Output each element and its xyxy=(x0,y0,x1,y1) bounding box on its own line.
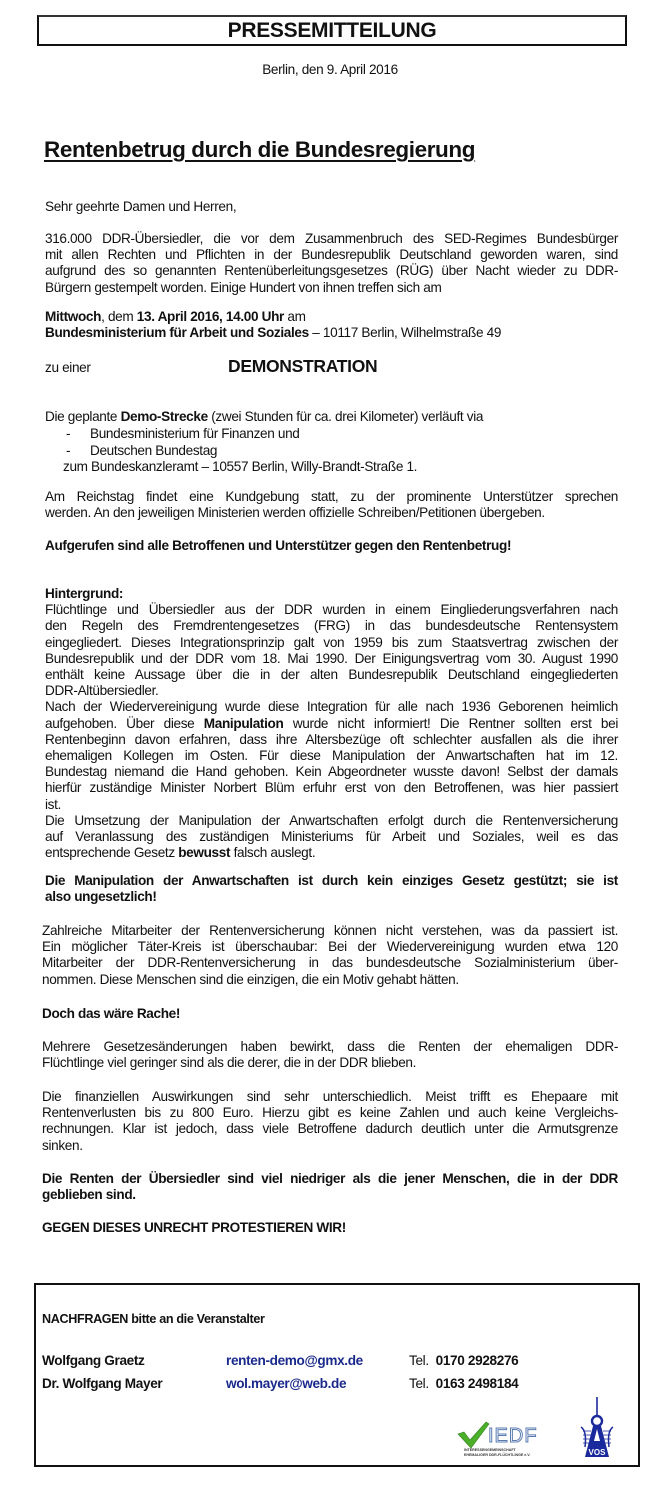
rally-paragraph xyxy=(45,489,618,521)
staff-line: Ein möglicher Täter-Kreis ist überschaubar: Bei der Wiedervereinigung wurden etwa 120 xyxy=(42,939,618,955)
financial-line: Rentenverlusten bis zu 800 Euro. Hierzu gibt es keine Zahlen und auch keine Vergleichs- xyxy=(42,1105,618,1121)
tel-label: Tel. xyxy=(409,1353,429,1368)
event-details xyxy=(45,309,618,341)
date-line: Berlin, den 9. April 2016 xyxy=(262,62,398,77)
headline: Rentenbetrug durch die Bundesregierung xyxy=(44,137,476,162)
iedf-subtitle-2: EHEMALIGER DDR-FLÜCHTLINGE e.V. xyxy=(464,1453,531,1457)
background-line: eingegliedert. Dieses Integrationsprinzip galt von 1959 bis zum Staatsvertrag zwischen der xyxy=(45,634,618,650)
route-item-text: Bundesministerium für Finanzen und xyxy=(90,426,300,441)
event-day: Mittwoch xyxy=(45,309,102,324)
event-venue: Bundesministerium für Arbeit und Soziales xyxy=(45,325,309,341)
route-intro-pre: Die geplante xyxy=(45,409,121,424)
event-date-line xyxy=(45,309,618,325)
event-datetime: 13. April 2016, 14.00 Uhr xyxy=(136,309,284,324)
financial-line: Die finanziellen Auswirkungen sind sehr unterschiedlich. Meist trifft es Ehepaare mit xyxy=(42,1089,618,1104)
contact-email-link[interactable]: renten-demo@gmx.de xyxy=(226,1353,363,1368)
route-intro-bold: Demo-Strecke xyxy=(120,409,208,424)
statement-illegal xyxy=(45,873,618,905)
conclusion-line: geblieben sind. xyxy=(42,1187,136,1203)
manipulation-bold: Manipulation xyxy=(203,715,284,731)
bewusst-bold: bewusst xyxy=(178,845,231,861)
background-line: enthält keine Aussage über die in der alten Bundesrepublik Deutschland eingegliederten xyxy=(45,667,618,683)
contact-name: Wolfgang Graetz xyxy=(42,1353,145,1368)
iedf-logo-text: IEDF xyxy=(488,1425,538,1447)
bullet-dash: - xyxy=(66,443,71,458)
contact-phone xyxy=(409,1353,518,1369)
tel-label: Tel. xyxy=(409,1376,429,1391)
iedf-subtitle-1: INTERESSENGEMEINSCHAFT xyxy=(464,1448,516,1452)
event-venue-line xyxy=(45,325,618,341)
financial-line: sinken. xyxy=(42,1137,83,1153)
demo-label: zu einer xyxy=(45,360,91,375)
bullet-dash: - xyxy=(66,426,71,441)
financial-paragraph xyxy=(42,1089,618,1154)
intro-paragraph xyxy=(45,231,618,296)
text-span: aufgehoben. Über diese xyxy=(45,715,204,731)
rally-line: werden. An den jeweiligen Ministerien werden offizielle Schreiben/Petitionen übergeben. xyxy=(45,505,545,521)
staff-line: nommen. Diese Menschen sind die einzigen, die ein Motiv gehabt hätten. xyxy=(42,971,459,987)
staff-line: Zahlreiche Mitarbeiter der Rentenversicherung können nicht verstehen, was da passiert ist. xyxy=(42,923,618,938)
route-item-text: Deutschen Bundestag xyxy=(90,443,218,458)
route-destination: zum Bundeskanzleramt – 10557 Berlin, Willy-Brandt-Straße 1. xyxy=(63,459,418,474)
background-line: hierfür zuständige Minister Norbert Blüm erfuhr erst von den Betroffenen, was hier passiert xyxy=(45,780,618,796)
tel-number: 0163 2498184 xyxy=(435,1376,519,1391)
route-intro xyxy=(45,409,618,425)
staff-paragraph xyxy=(42,923,618,988)
contact-name: Dr. Wolfgang Mayer xyxy=(42,1376,163,1391)
background-line: auf Veranlassung des zuständigen Ministeriums für Arbeit und Soziales, weil es das xyxy=(45,829,618,845)
background-line: den Regeln des Fremdrentengesetzes (FRG) in das bundesdeutsche Rentensystem xyxy=(45,618,618,634)
rally-line: Am Reichstag findet eine Kundgebung statt, zu der prominente Unterstützer sprechen xyxy=(45,489,618,504)
background-line: ehemaligen Kollegen im Osten. Für diese Manipulation der Anwartschaften hat im 12. xyxy=(45,748,618,764)
event-day-rest: , dem xyxy=(101,309,137,324)
staff-line: Mitarbeiter der DDR-Rentenversicherung in das bundesdeutsche Sozialministerium über- xyxy=(42,955,618,971)
background-line: Die Umsetzung der Manipulation der Anwartschaften erfolgt durch die Rentenversicherung xyxy=(45,812,618,828)
vos-logo-text: VOS xyxy=(588,1448,606,1457)
route-intro-post: (zwei Stunden für ca. drei Kilometer) verläuft via xyxy=(207,409,484,424)
revenge-statement: Doch das wäre Rache! xyxy=(42,1006,181,1021)
intro-line: aufgrund des so genannten Rentenüberleitungsgesetzes (RÜG) über Nacht wieder zu DDR- xyxy=(45,263,618,279)
contact-email-link[interactable]: wol.mayer@web.de xyxy=(226,1376,347,1391)
financial-line: rechnungen. Klar ist jedoch, dass viele Betroffene dadurch deutlich unter die Armutsgrenze xyxy=(42,1121,618,1137)
conclusion-line: Die Renten der Übersiedler sind viel niedriger als die jener Menschen, die in der DDR xyxy=(42,1171,618,1186)
background-line: Bundesrepublik und der DDR vom 18. Mai 1990. Der Einigungsvertrag vom 30. August 1990 xyxy=(45,650,618,666)
background-line xyxy=(45,845,618,861)
background-section xyxy=(45,586,618,861)
route-item xyxy=(66,426,300,442)
conclusion xyxy=(42,1171,618,1203)
text-span: falsch auslegt. xyxy=(230,845,316,861)
event-date-rest: am xyxy=(283,309,306,324)
event-address: – 10117 Berlin, Wilhelmstraße 49 xyxy=(308,325,502,341)
intro-line: Bürgern gestempelt worden. Einige Hundert von ihnen treffen sich am xyxy=(45,279,442,295)
background-line: Bundestag niemand die Hand gehoben. Kein Abgeordneter wusste davon! Selbst der damals xyxy=(45,764,618,780)
call-to-action: Aufgerufen sind alle Betroffenen und Unterstützer gegen den Rentenbetrug! xyxy=(45,538,512,553)
background-line: Flüchtlinge und Übersiedler aus der DDR wurden in einem Eingliederungsverfahren nach xyxy=(45,602,618,618)
vos-logo xyxy=(577,1397,617,1459)
background-line: ist. xyxy=(45,796,61,812)
iedf-logo xyxy=(456,1420,546,1460)
header-box xyxy=(37,15,627,46)
law-line: Flüchtlinge viel geringer sind als die derer, die in der DDR blieben. xyxy=(42,1055,417,1071)
background-heading: Hintergrund: xyxy=(45,586,124,601)
text-span: wurde nicht informiert! Die Rentner sollten erst bei xyxy=(283,715,618,731)
text-span: entsprechende Gesetz xyxy=(45,845,179,861)
background-line: Nach der Wiedervereinigung wurde diese Integration für alle nach 1936 Geborenen heimlich xyxy=(45,699,618,715)
statement-line: also ungesetzlich! xyxy=(45,889,157,905)
document-title: PRESSEMITTEILUNG xyxy=(227,19,437,42)
law-line: Mehrere Gesetzesänderungen haben bewirkt, dass die Renten der ehemaligen DDR- xyxy=(42,1039,618,1054)
statement-line: Die Manipulation der Anwartschaften ist durch kein einziges Gesetz gestützt; sie ist xyxy=(45,873,618,888)
route-item xyxy=(66,443,217,459)
contact-heading-bold: NACHFRAGEN xyxy=(42,1312,129,1326)
background-line xyxy=(45,716,618,732)
tel-number: 0170 2928276 xyxy=(435,1353,519,1368)
background-line: Rentenbeginn davon erfahren, dass ihre Altersbezüge oft schlechter ausfallen als die ihrer xyxy=(45,731,618,747)
contact-heading-rest: bitte an die Veranstalter xyxy=(128,1312,265,1326)
salutation: Sehr geehrte Damen und Herren, xyxy=(45,199,237,214)
protest-statement: GEGEN DIESES UNRECHT PROTESTIEREN WIR! xyxy=(42,1220,346,1235)
law-changes-paragraph xyxy=(42,1039,618,1071)
intro-line: 316.000 DDR-Übersiedler, die vor dem Zusammenbruch des SED-Regimes Bundesbürger xyxy=(45,231,618,246)
demo-title: DEMONSTRATION xyxy=(228,356,378,376)
intro-line: mit allen Rechten und Pflichten in der Bundesrepublik Deutschland geworden waren, sind xyxy=(45,247,618,263)
contact-phone xyxy=(409,1376,518,1392)
background-line: DDR-Altübersiedler. xyxy=(45,683,159,699)
tv-tower-icon xyxy=(577,1397,617,1459)
contact-heading xyxy=(42,1311,265,1327)
checkmark-icon xyxy=(456,1420,546,1460)
